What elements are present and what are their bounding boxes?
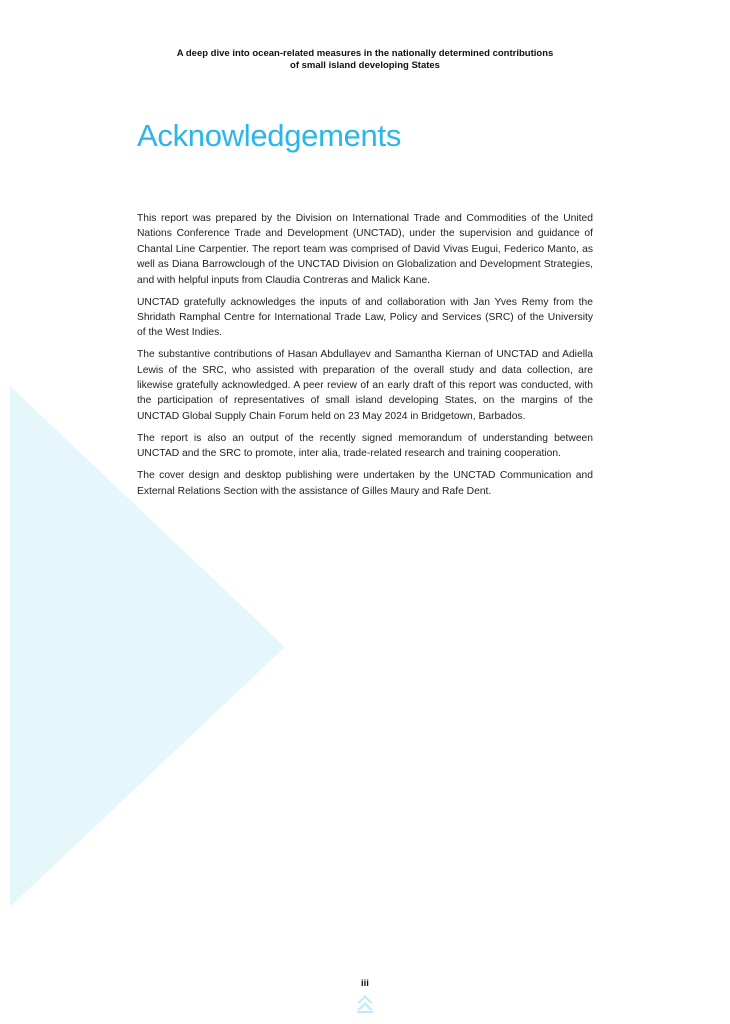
unctad-logo-icon (356, 994, 374, 1014)
paragraph-4: The report is also an output of the recently signed memorandum of understanding between UNCTAD and the SRC to promote, inter alia, trade-related research and training cooperation. (137, 432, 593, 460)
paragraph-5: The cover design and desktop publishing were undertaken by the UNCTAD Communication and External Relations Section with the assistance of Gilles Maury and Rafe Dent. (137, 470, 593, 497)
running-header (0, 48, 730, 72)
page-title: Acknowledgements (137, 118, 402, 153)
page-number: iii (361, 978, 369, 989)
running-header-line-1: A deep dive into ocean-related measures in the nationally determined contributions (176, 48, 554, 59)
running-header-line-2: of small island developing States (290, 60, 440, 71)
paragraph-3: The substantive contributions of Hasan Abdullayev and Samantha Kiernan of UNCTAD and Adiella Lewis of the SRC, who assisted with preparation of the overall study and data collection, are likewise gratefully acknowledged. A peer review of an early draft of this report was conducted, with the participation of representatives of small island developing States, on the margins of the UNCTAD Global Supply Chain Forum held on 23 May 2024 in Bridgetown, Barbados. (137, 349, 593, 422)
paragraph-2: UNCTAD gratefully acknowledges the inputs of and collaboration with Jan Yves Remy from the Shridath Ramphal Centre for International Trade Law, Policy and Services (SRC) of the University of the West Indies. (137, 296, 593, 339)
body-text (137, 211, 593, 505)
paragraph-1: This report was prepared by the Division on International Trade and Commodities of the United Nations Conference Trade and Development (UNCTAD), under the supervision and guidance of Chantal Line Carpentier. The report team was comprised of David Vivas Eugui, Federico Manto, as well as Diana Barrowclough of the UNCTAD Division on Globalization and Development Strategies, and with helpful inputs from Claudia Contreras and Malick Kane. (137, 213, 593, 286)
